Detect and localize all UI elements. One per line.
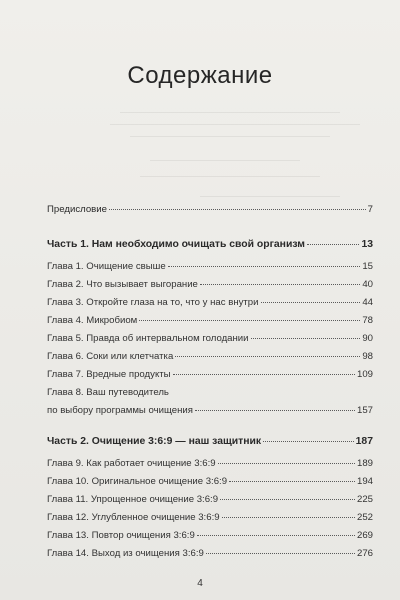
toc-entry-label: Глава 11. Упрощенное очищение 3:6:9 bbox=[47, 494, 219, 505]
toc-leader-dots bbox=[222, 517, 355, 518]
toc-leader-dots bbox=[139, 320, 360, 321]
toc-entry-label: Глава 9. Как работает очищение 3:6:9 bbox=[47, 458, 216, 469]
toc-leader-dots bbox=[175, 356, 360, 357]
toc-entry-chapter-1 bbox=[47, 261, 373, 273]
toc-leader-dots bbox=[195, 410, 355, 411]
toc-entry-page: 40 bbox=[362, 279, 373, 290]
toc-leader-dots bbox=[173, 374, 355, 375]
toc-entry-label: Глава 5. Правда об интервальном голодании bbox=[47, 333, 249, 344]
toc-entry-label: Часть 1. Нам необходимо очищать свой организм bbox=[47, 239, 305, 250]
toc-entry-page: 78 bbox=[362, 315, 373, 326]
toc-entry-page: 252 bbox=[356, 512, 373, 523]
toc-entry-label: Глава 8. Ваш путеводитель bbox=[47, 387, 169, 398]
toc-entry-page: 225 bbox=[356, 494, 373, 505]
toc-leader-dots bbox=[206, 553, 355, 554]
toc-entry-chapter-10 bbox=[47, 476, 373, 488]
toc-entry-chapter-12 bbox=[47, 512, 373, 524]
toc-leader-dots bbox=[197, 535, 355, 536]
toc-leader-dots bbox=[218, 463, 355, 464]
toc-entry-page: 7 bbox=[367, 204, 373, 215]
toc-entry-chapter-8-continued bbox=[47, 405, 373, 417]
toc-entry-label: Глава 2. Что вызывает выгорание bbox=[47, 279, 198, 290]
toc-entry-page: 157 bbox=[356, 405, 373, 416]
toc-entry-label: по выбору программы очищения bbox=[47, 405, 193, 416]
toc-entry-chapter-8 bbox=[47, 387, 373, 399]
toc-entry-chapter-2 bbox=[47, 279, 373, 291]
toc-entry-page: 13 bbox=[361, 239, 373, 250]
toc-entry-chapter-11 bbox=[47, 494, 373, 506]
toc-entry-page: 90 bbox=[362, 333, 373, 344]
toc-entry-page: 44 bbox=[362, 297, 373, 308]
toc-entry-label: Глава 7. Вредные продукты bbox=[47, 369, 171, 380]
toc-entry-label: Глава 14. Выход из очищения 3:6:9 bbox=[47, 548, 204, 559]
page-number: 4 bbox=[197, 578, 203, 589]
toc-entry-label: Глава 3. Откройте глаза на то, что у нас внутри bbox=[47, 297, 259, 308]
toc-entry-label: Предисловие bbox=[47, 204, 107, 215]
toc-entry-page: 189 bbox=[356, 458, 373, 469]
toc-entry-page: 269 bbox=[356, 530, 373, 541]
toc-leader-dots bbox=[307, 244, 359, 245]
toc-entry-chapter-6 bbox=[47, 351, 373, 363]
toc-entry-page: 109 bbox=[356, 369, 373, 380]
toc-entry-label: Часть 2. Очищение 3:6:9 — наш защитник bbox=[47, 436, 262, 447]
toc-entry-label: Глава 6. Соки или клетчатка bbox=[47, 351, 174, 362]
toc-entry-part-1 bbox=[47, 239, 373, 251]
toc-leader-dots bbox=[229, 481, 355, 482]
toc-entry-page: 276 bbox=[356, 548, 373, 559]
toc-leader-dots bbox=[251, 338, 361, 339]
toc-entry-part-2 bbox=[47, 436, 373, 448]
toc-entry-label: Глава 4. Микробиом bbox=[47, 315, 138, 326]
toc-leader-dots bbox=[263, 441, 354, 442]
toc-entry-chapter-5 bbox=[47, 333, 373, 345]
toc-entry-label: Глава 1. Очищение свыше bbox=[47, 261, 166, 272]
toc-leader-dots bbox=[220, 499, 355, 500]
toc-entry-chapter-4 bbox=[47, 315, 373, 327]
toc-leader-dots bbox=[109, 209, 366, 210]
toc-entry-chapter-13 bbox=[47, 530, 373, 542]
toc-leader-dots bbox=[168, 266, 361, 267]
toc-leader-dots bbox=[200, 284, 360, 285]
toc-leader-dots bbox=[261, 302, 361, 303]
toc-entry-chapter-7 bbox=[47, 369, 373, 381]
toc-entry-label: Глава 10. Оригинальное очищение 3:6:9 bbox=[47, 476, 228, 487]
toc-entry-chapter-3 bbox=[47, 297, 373, 309]
page-title: Содержание bbox=[127, 62, 273, 89]
toc-entry-page: 187 bbox=[355, 436, 373, 447]
toc-entry-page: 15 bbox=[362, 261, 373, 272]
toc-entry-label: Глава 12. Углубленное очищение 3:6:9 bbox=[47, 512, 220, 523]
toc-entry-preface bbox=[47, 204, 373, 216]
toc-entry-chapter-14 bbox=[47, 548, 373, 560]
toc-entry-label: Глава 13. Повтор очищения 3:6:9 bbox=[47, 530, 195, 541]
toc-entry-page: 98 bbox=[362, 351, 373, 362]
toc-entry-page: 194 bbox=[356, 476, 373, 487]
toc-entry-chapter-9 bbox=[47, 458, 373, 470]
